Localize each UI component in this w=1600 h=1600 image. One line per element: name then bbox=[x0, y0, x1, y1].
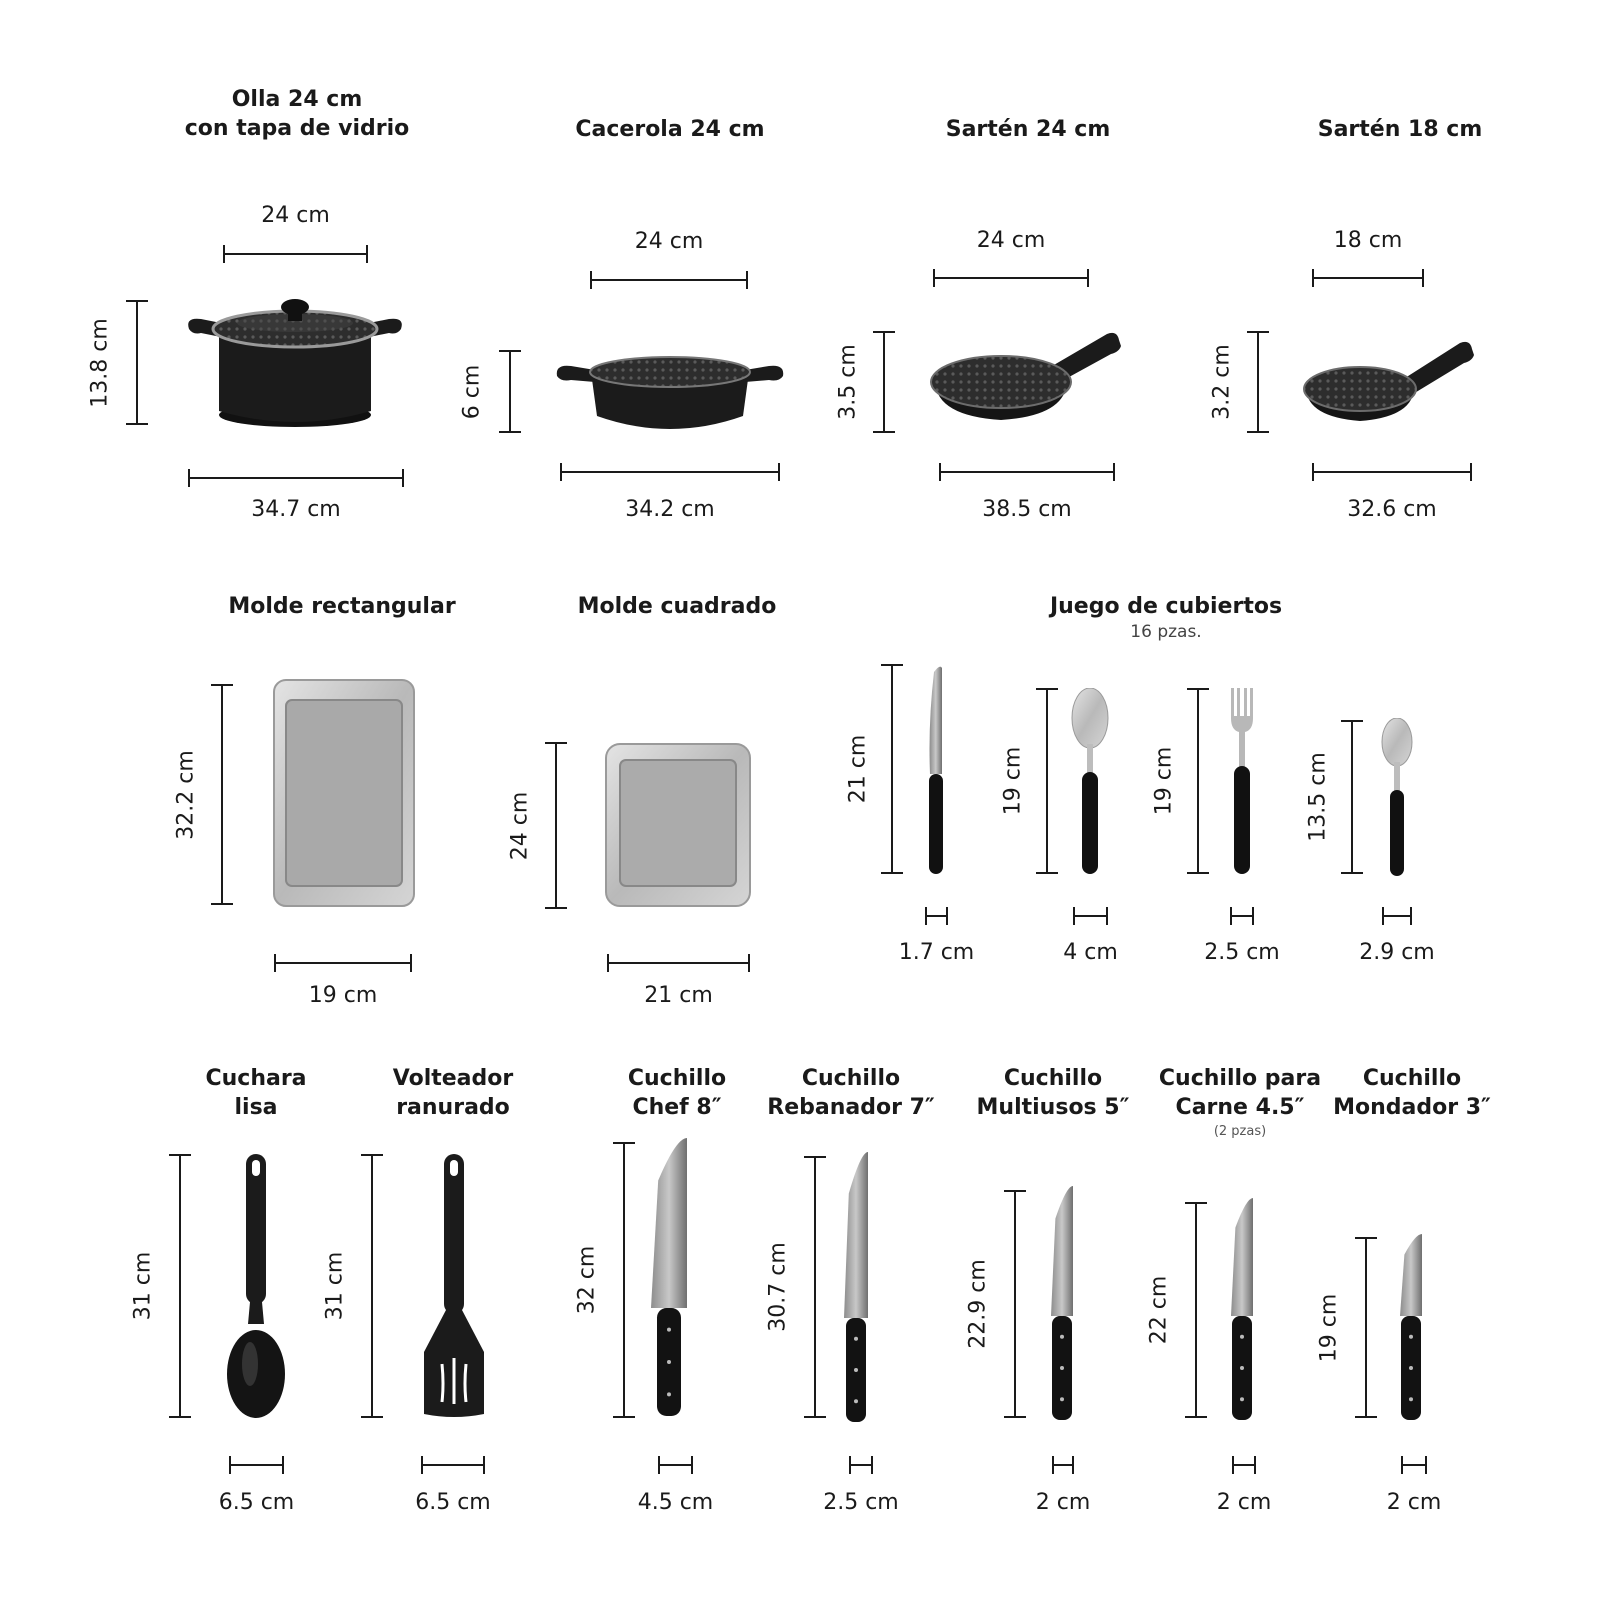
height-label: 22 cm bbox=[1146, 1275, 1172, 1345]
height-label: 19 cm bbox=[1000, 746, 1026, 816]
height-line bbox=[1247, 331, 1269, 433]
width-line bbox=[849, 1456, 873, 1474]
square-pan-icon bbox=[604, 742, 752, 908]
utility-knife-icon bbox=[1049, 1186, 1075, 1422]
overall-width-line bbox=[939, 463, 1115, 481]
height-label: 32.2 cm bbox=[173, 749, 199, 840]
width-label: 1.7 cm bbox=[898, 940, 975, 965]
width-label: 2.9 cm bbox=[1359, 940, 1435, 965]
utensil-subtitle: (2 pzas) bbox=[1213, 1124, 1267, 1139]
height-line bbox=[1341, 720, 1363, 874]
width-line bbox=[925, 907, 948, 925]
width-label: 19 cm bbox=[308, 983, 378, 1008]
height-label: 30.7 cm bbox=[765, 1242, 791, 1332]
height-label: 19 cm bbox=[1151, 746, 1177, 816]
paring-knife-icon bbox=[1398, 1234, 1424, 1422]
height-line bbox=[545, 742, 567, 909]
rectangular-pan-icon bbox=[272, 678, 416, 908]
width-label: 2.5 cm bbox=[823, 1490, 899, 1515]
top-diameter-line bbox=[223, 245, 368, 263]
steak-knife-icon bbox=[1229, 1198, 1255, 1422]
height-line bbox=[211, 684, 233, 905]
height-label: 6 cm bbox=[459, 364, 485, 419]
width-line bbox=[229, 1456, 284, 1474]
width-line bbox=[1073, 907, 1108, 925]
cookware-title: Sartén 18 cm bbox=[1317, 117, 1483, 142]
overall-width-label: 34.2 cm bbox=[625, 497, 715, 522]
height-label: 31 cm bbox=[322, 1251, 348, 1321]
cookware-title: Sartén 24 cm bbox=[945, 117, 1111, 142]
width-label: 2 cm bbox=[1216, 1490, 1272, 1515]
cookware-title: Cacerola 24 cm bbox=[575, 117, 765, 142]
serving-spoon-icon bbox=[224, 1152, 288, 1420]
width-line bbox=[607, 954, 750, 972]
width-label: 2 cm bbox=[1035, 1490, 1091, 1515]
height-label: 22.9 cm bbox=[965, 1259, 991, 1349]
height-line bbox=[361, 1154, 383, 1418]
height-line bbox=[873, 331, 895, 433]
height-line bbox=[169, 1154, 191, 1418]
cutlery-subtitle: 16 pzas. bbox=[1130, 622, 1202, 642]
height-label: 3.2 cm bbox=[1209, 344, 1235, 420]
height-line bbox=[1185, 1202, 1207, 1418]
overall-width-label: 34.7 cm bbox=[251, 497, 341, 522]
cookware-title: Olla 24 cm con tapa de vidrio bbox=[184, 87, 410, 141]
width-label: 6.5 cm bbox=[218, 1490, 295, 1515]
height-label: 32 cm bbox=[574, 1245, 600, 1315]
width-label: 4.5 cm bbox=[637, 1490, 714, 1515]
height-line bbox=[126, 300, 148, 425]
height-label: 13.8 cm bbox=[87, 317, 113, 408]
top-diameter-line bbox=[1312, 269, 1424, 287]
width-line bbox=[1052, 1456, 1074, 1474]
overall-width-line bbox=[560, 463, 780, 481]
utensil-title: Cuchillo Multiusos 5″ bbox=[976, 1066, 1130, 1120]
table-knife-icon bbox=[924, 664, 948, 876]
height-line bbox=[613, 1142, 635, 1418]
width-line bbox=[421, 1456, 485, 1474]
utensil-title: Cuchillo para Carne 4.5″ bbox=[1158, 1066, 1322, 1120]
height-label: 19 cm bbox=[1316, 1293, 1342, 1362]
overall-width-line bbox=[188, 469, 404, 487]
slotted-turner-icon bbox=[420, 1152, 488, 1420]
height-line bbox=[1036, 688, 1058, 874]
frying-pan-icon bbox=[925, 330, 1125, 430]
spoon-icon bbox=[1070, 688, 1110, 876]
top-diameter-line bbox=[590, 271, 748, 289]
slicer-knife-icon bbox=[842, 1152, 870, 1424]
width-line bbox=[1401, 1456, 1427, 1474]
top-diameter-label: 24 cm bbox=[976, 228, 1046, 253]
height-line bbox=[1004, 1190, 1026, 1418]
height-label: 31 cm bbox=[130, 1251, 156, 1321]
width-label: 2 cm bbox=[1386, 1490, 1442, 1515]
utensil-title: Cuchillo Mondador 3″ bbox=[1333, 1066, 1491, 1120]
width-label: 21 cm bbox=[644, 983, 713, 1008]
width-label: 2.5 cm bbox=[1204, 940, 1280, 965]
width-label: 6.5 cm bbox=[415, 1490, 491, 1515]
width-line bbox=[658, 1456, 693, 1474]
teaspoon-icon bbox=[1380, 718, 1414, 876]
utensil-title: Cuchillo Rebanador 7″ bbox=[767, 1066, 935, 1120]
height-line bbox=[1355, 1237, 1377, 1418]
top-diameter-line bbox=[933, 269, 1089, 287]
chef-knife-icon bbox=[649, 1138, 689, 1418]
utensil-title: Volteador ranurado bbox=[392, 1066, 514, 1120]
overall-width-line bbox=[1312, 463, 1472, 481]
bakeware-title: Molde cuadrado bbox=[577, 594, 777, 619]
pot-with-lid-icon bbox=[185, 293, 405, 433]
height-label: 3.5 cm bbox=[835, 344, 861, 420]
height-label: 13.5 cm bbox=[1305, 752, 1331, 842]
height-line bbox=[881, 664, 903, 874]
small-frying-pan-icon bbox=[1300, 337, 1480, 432]
height-line bbox=[1187, 688, 1209, 874]
width-line bbox=[274, 954, 412, 972]
utensil-title: Cuchillo Chef 8″ bbox=[627, 1066, 727, 1120]
width-label: 4 cm bbox=[1063, 940, 1118, 965]
width-line bbox=[1232, 1456, 1256, 1474]
overall-width-label: 38.5 cm bbox=[982, 497, 1072, 522]
height-line bbox=[499, 350, 521, 433]
bakeware-title: Molde rectangular bbox=[228, 594, 456, 619]
cutlery-title: Juego de cubiertos bbox=[1049, 594, 1283, 619]
top-diameter-label: 18 cm bbox=[1333, 228, 1403, 253]
width-line bbox=[1382, 907, 1412, 925]
fork-icon bbox=[1228, 688, 1256, 876]
overall-width-label: 32.6 cm bbox=[1347, 497, 1437, 522]
height-label: 21 cm bbox=[845, 734, 871, 804]
width-line bbox=[1230, 907, 1254, 925]
top-diameter-label: 24 cm bbox=[634, 229, 704, 254]
height-line bbox=[804, 1156, 826, 1418]
casserole-icon bbox=[555, 350, 785, 440]
top-diameter-label: 24 cm bbox=[261, 203, 330, 228]
utensil-title: Cuchara lisa bbox=[205, 1066, 307, 1120]
height-label: 24 cm bbox=[507, 791, 533, 860]
